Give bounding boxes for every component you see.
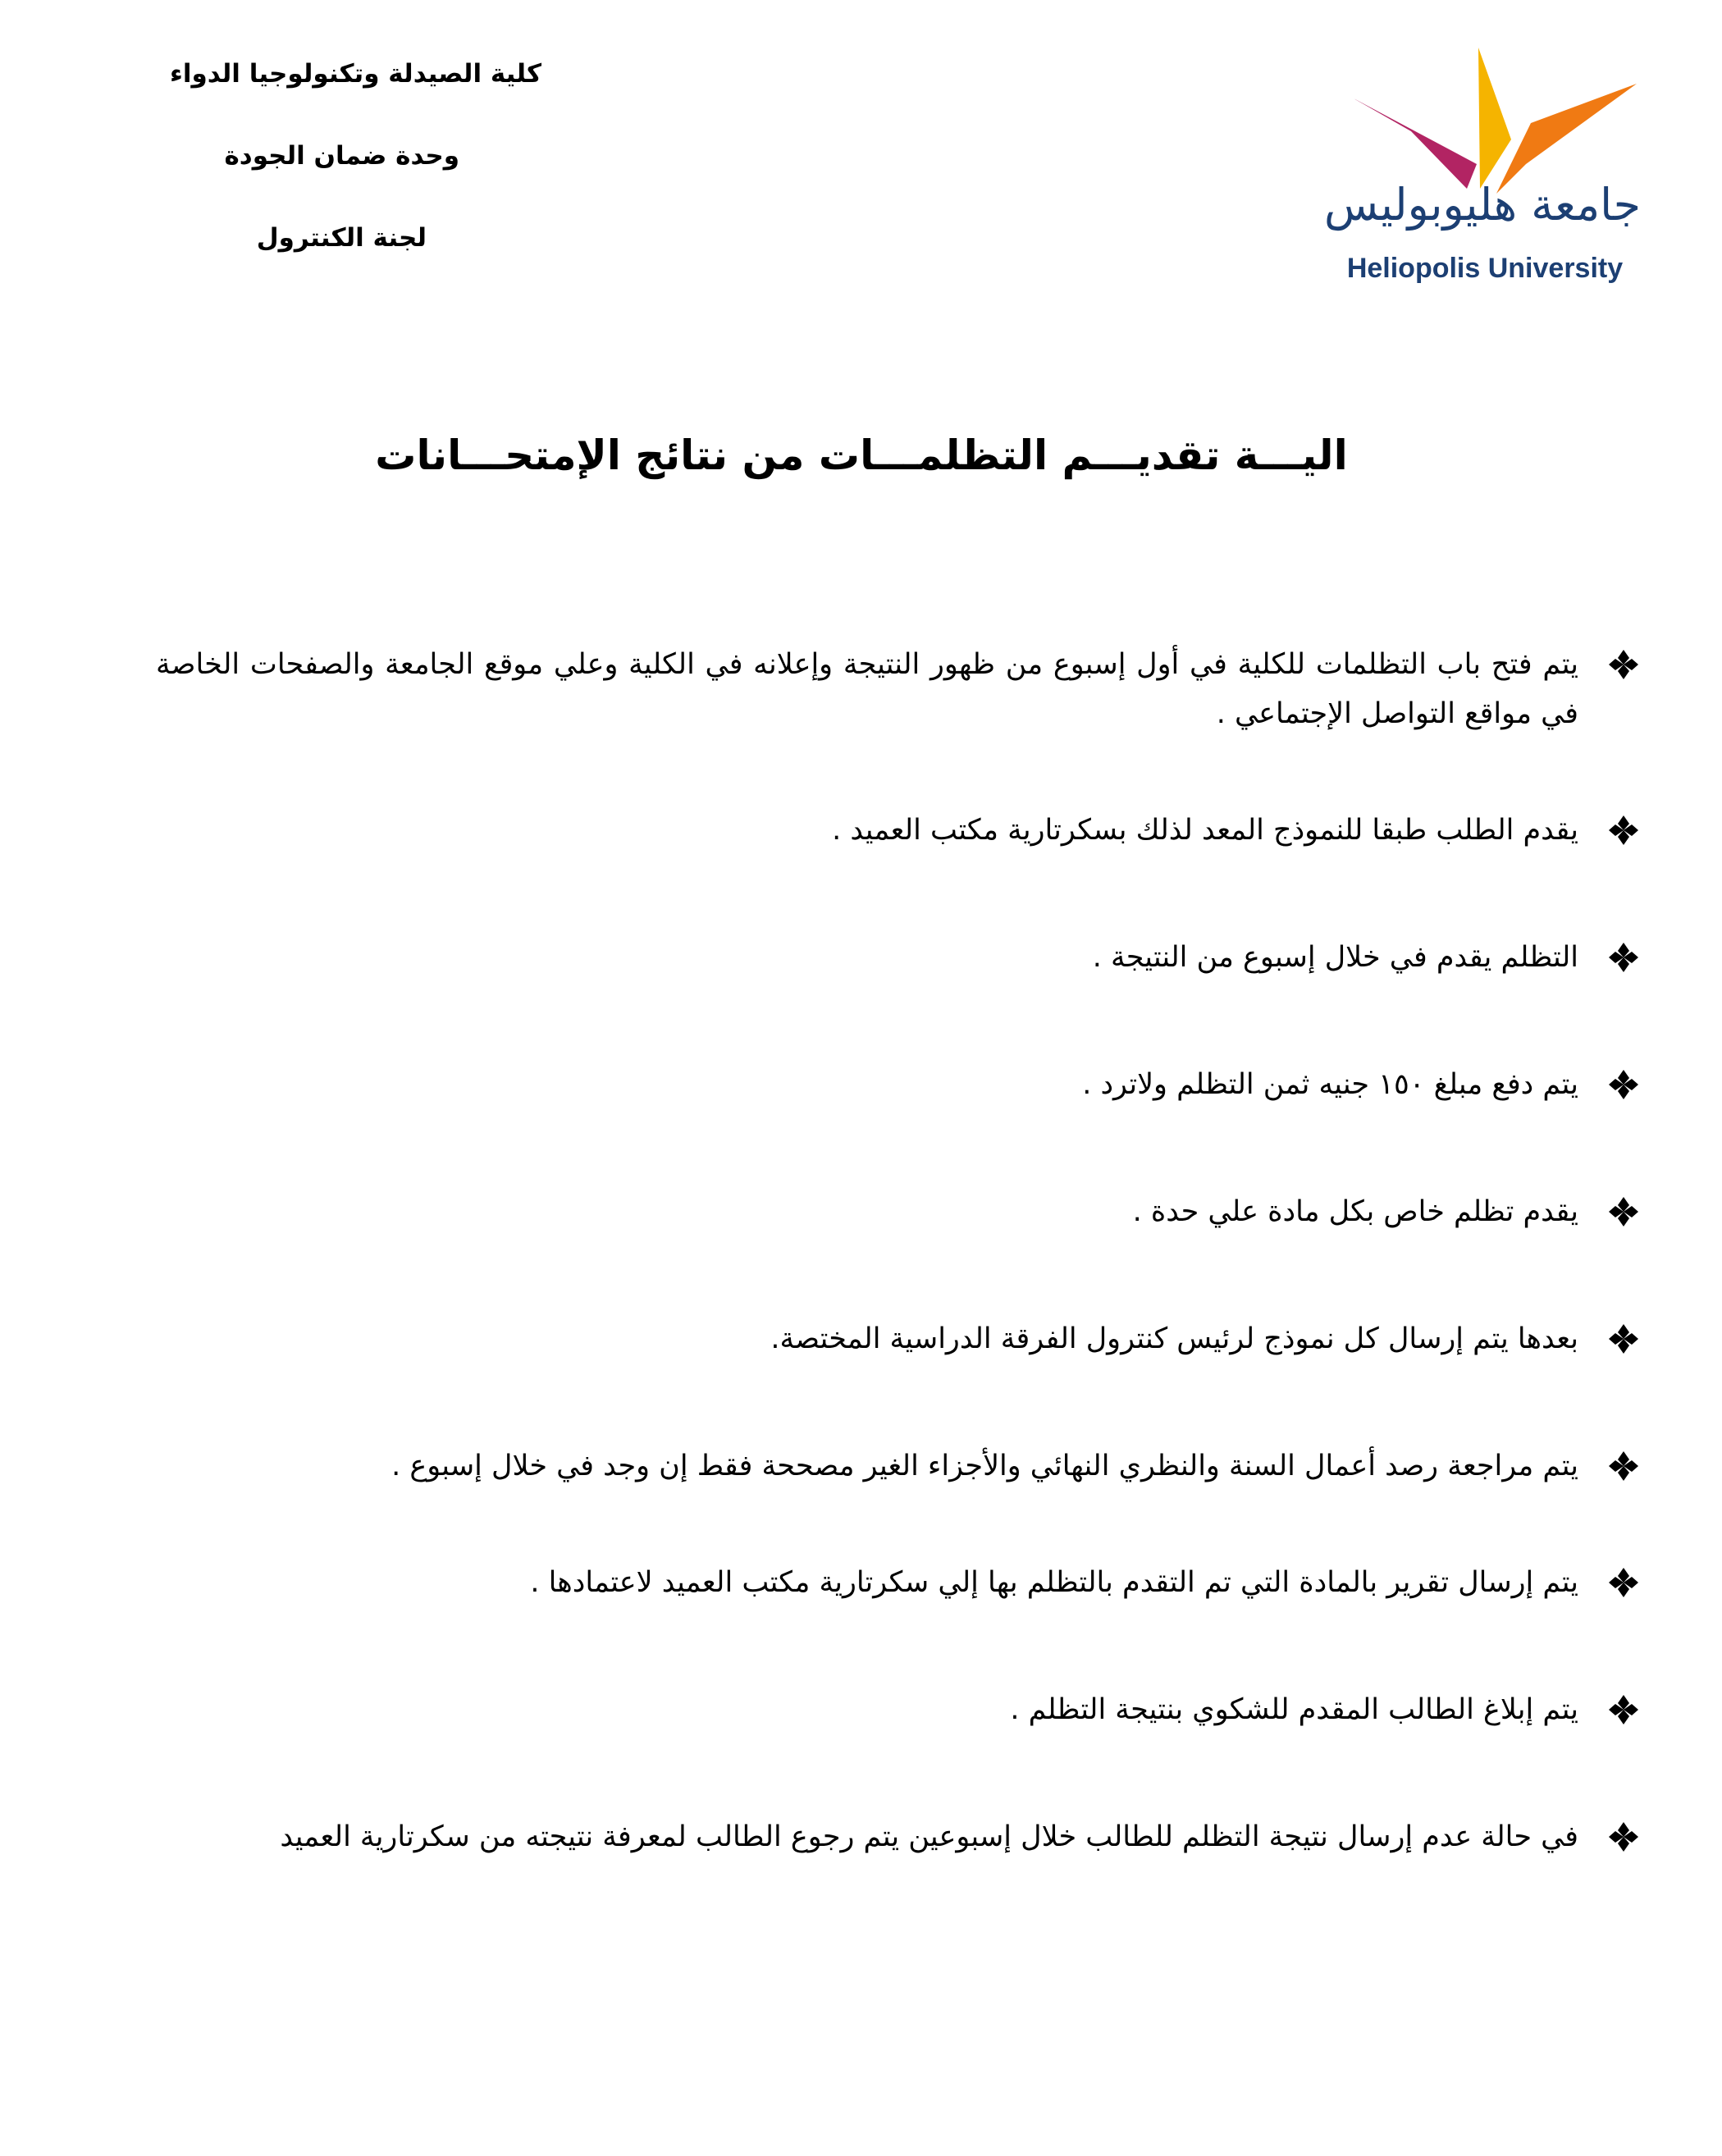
list-item: [156, 1812, 1644, 1861]
four-diamond-bullet-icon: [1603, 640, 1644, 689]
university-arabic-name: جامعة هليوبوليس: [1324, 179, 1641, 231]
list-item-text: يتم دفع مبلغ ١٥٠ جنيه ثمن التظلم ولاترد .: [1082, 1068, 1578, 1101]
university-english-name: Heliopolis University: [1346, 253, 1624, 284]
list-item-text: بعدها يتم إرسال كل نموذج لرئيس كنترول الفرقة الدراسية المختصة.: [770, 1322, 1578, 1355]
faculty-header: [115, 57, 541, 304]
four-diamond-bullet-icon: [1603, 1187, 1644, 1236]
four-diamond-bullet-icon: [1603, 1812, 1644, 1861]
logo-orange-wing-icon: [1496, 84, 1637, 194]
control-committee-name: لجنة الكنترول: [256, 223, 427, 253]
faculty-name: كلية الصيدلة وتكنولوجيا الدواء: [170, 59, 541, 89]
quality-unit-name: وحدة ضمان الجودة: [224, 141, 459, 171]
list-item: [156, 1441, 1644, 1491]
logo-magenta-wing-icon: [1354, 98, 1477, 189]
page-title: اليـــة تقديـــم التظلمـــات من نتائج الإمتحـــانات: [375, 432, 1348, 479]
list-item: [156, 1558, 1644, 1607]
list-item-text: يتم مراجعة رصد أعمال السنة والنظري النهائي والأجزاء الغير مصححة فقط إن وجد في خلال إسبوع .: [391, 1450, 1578, 1482]
list-item-text: يقدم تظلم خاص بكل مادة علي حدة .: [1132, 1195, 1578, 1228]
four-diamond-bullet-icon: [1603, 1685, 1644, 1734]
four-diamond-bullet-icon: [1603, 1558, 1644, 1607]
list-item-text: يتم فتح باب التظلمات للكلية في أول إسبوع من ظهور النتيجة وإعلانه في الكلية وعلي موقع الجامعة والصفحات الخاصة في مواقع التواصل الإجتماعي .: [156, 648, 1578, 730]
four-diamond-bullet-icon: [1603, 933, 1644, 982]
list-item: [156, 640, 1644, 738]
list-item-text: يتم إبلاغ الطالب المقدم للشكوي بنتيجة التظلم .: [1010, 1693, 1578, 1726]
four-diamond-bullet-icon: [1603, 806, 1644, 855]
four-diamond-bullet-icon: [1603, 1060, 1644, 1109]
list-item-text: في حالة عدم إرسال نتيجة التظلم للطالب خلال إسبوعين يتم رجوع الطالب لمعرفة نتيجته من سكرتارية العميد: [280, 1820, 1578, 1853]
list-item-text: التظلم يقدم في خلال إسبوع من النتيجة .: [1092, 941, 1578, 974]
list-item: [156, 933, 1644, 982]
four-diamond-bullet-icon: [1603, 1441, 1644, 1491]
list-item-text: يقدم الطلب طبقا للنموذج المعد لذلك بسكرتارية مكتب العميد .: [832, 814, 1578, 847]
four-diamond-bullet-icon: [1603, 1314, 1644, 1363]
list-item: [156, 1314, 1644, 1363]
list-item: [156, 1060, 1644, 1109]
logo-gold-wing-icon: [1478, 48, 1511, 189]
list-item: [156, 1685, 1644, 1734]
list-item-text: يتم إرسال تقرير بالمادة التي تم التقدم بالتظلم بها إلي سكرتارية مكتب العميد لاعتمادها .: [530, 1566, 1578, 1599]
list-item: [156, 806, 1644, 855]
list-item: [156, 1187, 1644, 1236]
procedure-list: [156, 640, 1644, 1861]
